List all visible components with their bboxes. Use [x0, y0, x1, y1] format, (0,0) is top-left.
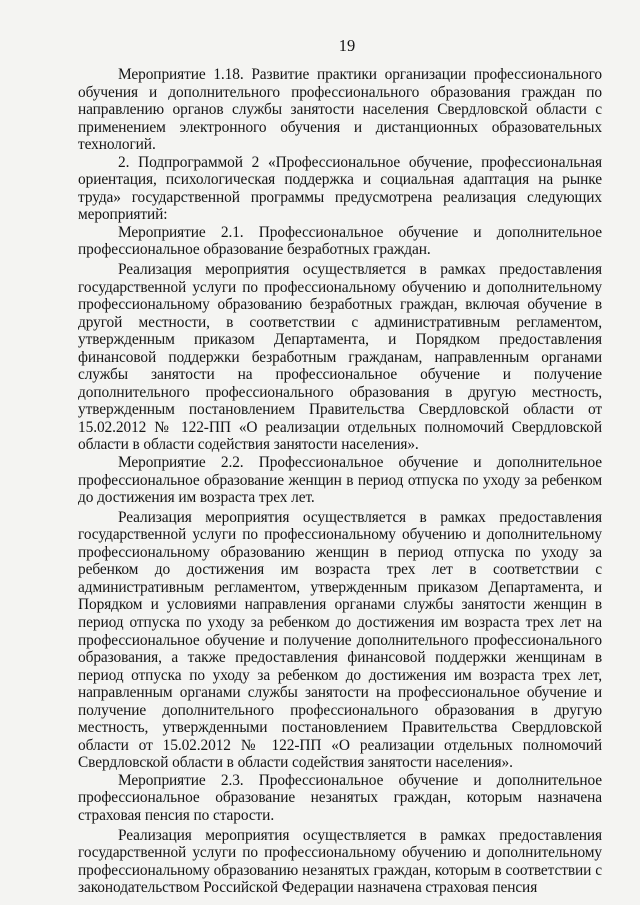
page-number: 19: [338, 36, 356, 55]
paragraph-measure-2-1: Мероприятие 2.1. Профессиональное обучение и дополнительное профессиональное образование безработных граждан.: [78, 223, 602, 259]
paragraph-subprogram-2: 2. Подпрограммой 2 «Профессиональное обучение, профессиональная ориентация, психологическая поддержка и социальная адаптация на рынке труда» государственной программы предусмотрена реализация следующих мероприятий:: [78, 153, 602, 224]
paragraph-measure-2-2-implementation: Реализация мероприятия осуществляется в рамках предоставления государственной услуги по профессиональному обучению и дополнительному профессиональному образованию женщин в период отпуска по уходу за ребенком до достижения им возраста трех лет в соответствии с административным регламентом, утвержденным приказом Департамента, и Порядком и условиями направления органами службы занятости женщин в период отпуска по уходу за ребенком до достижения им возраста трех лет на профессиональное обучение и получение дополнительного профессионального образования, а также предоставления финансовой поддержки женщинам в период отпуска по уходу за ребенком до достижения им возраста трех лет, направленным органами службы занятости на профессиональное обучение и получение дополнительного профессионального образования в другую местность, утвержденными постановлением Правительства Свердловской области от 15.02.2012 № 122-ПП «О реализации отдельных полномочий Свердловской области в области содействия занятости населения».: [78, 508, 602, 772]
paragraph-measure-2-3: Мероприятие 2.3. Профессиональное обучение и дополнительное профессиональное образование незанятых граждан, которым назначена страховая пенсия по старости.: [78, 771, 602, 824]
paragraph-measure-1-18: Мероприятие 1.18. Развитие практики организации профессионального обучения и дополнительного профессионального образования граждан по направлению органов службы занятости населения Свердловской области с применением электронного обучения и дистанционных образовательных технологий.: [78, 66, 602, 154]
paragraph-measure-2-2: Мероприятие 2.2. Профессиональное обучение и дополнительное профессиональное образование женщин в период отпуска по уходу за ребенком до достижения им возраста трех лет.: [78, 454, 602, 507]
page-body: [78, 66, 602, 897]
paragraph-measure-2-1-implementation: Реализация мероприятия осуществляется в рамках предоставления государственной услуги по профессиональному обучению и дополнительному профессиональному образованию безработных граждан, включая обучение в другой местности, в соответствии с административным регламентом, утвержденным приказом Департамента, и Порядком предоставления финансовой поддержки безработным гражданам, направленным органами службы занятости на профессиональное обучение и получение дополнительного профессионального образования в другую местность, утвержденным постановлением Правительства Свердловской области от 15.02.2012 № 122-ПП «О реализации отдельных полномочий Свердловской области в области содействия занятости населения».: [78, 261, 602, 454]
paragraph-measure-2-3-implementation: Реализация мероприятия осуществляется в рамках предоставления государственной услуги по профессиональному обучению и дополнительному профессиональному образованию незанятых граждан, которым в соответствии с законодательством Российской Федерации назначена страховая пенсия: [78, 826, 602, 897]
